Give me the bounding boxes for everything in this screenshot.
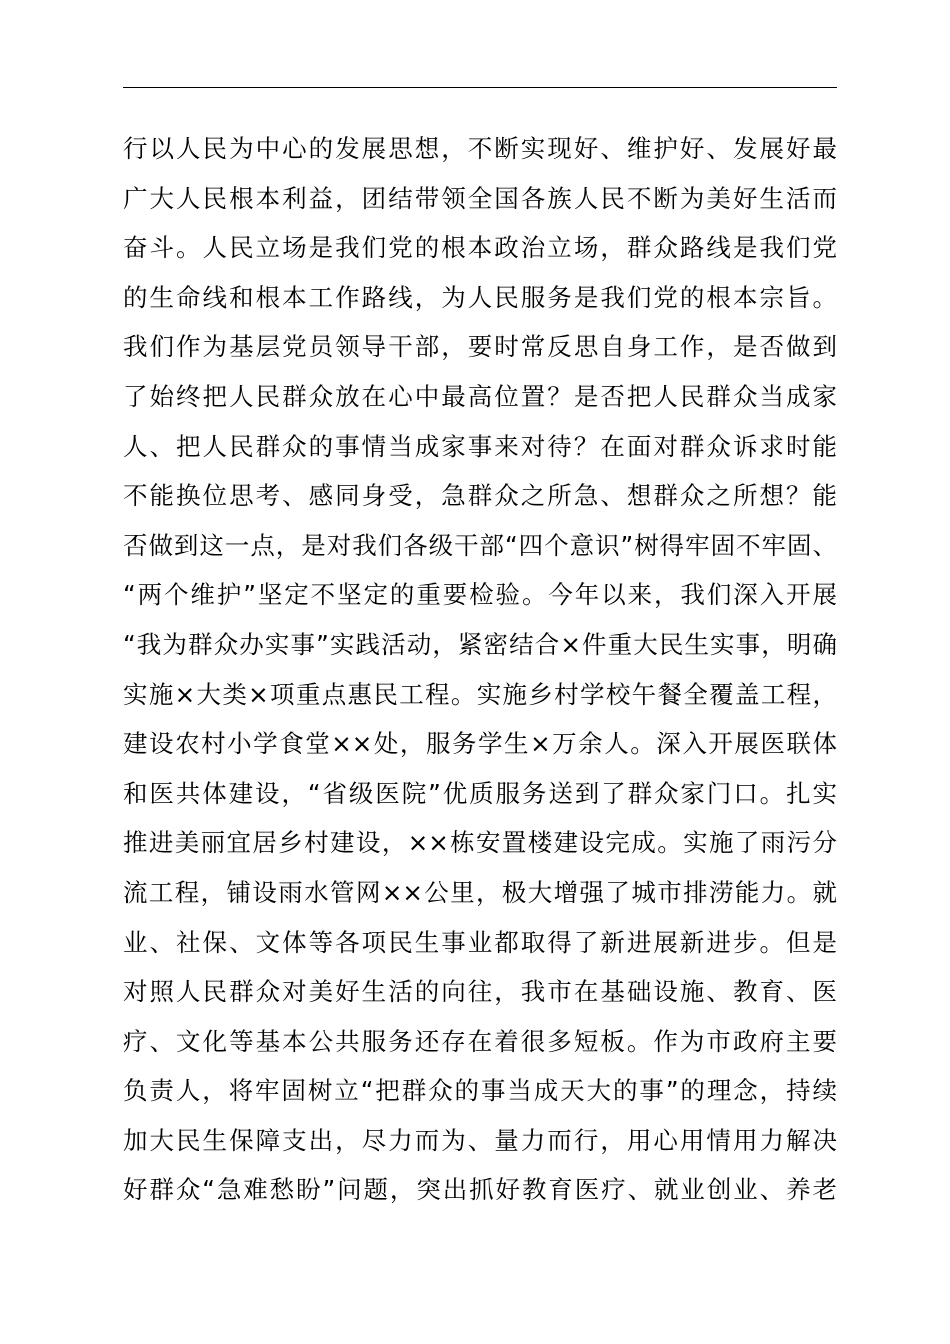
- text-line: 流工程，铺设雨水管网××公里，极大增强了城市排涝能力。就: [123, 877, 837, 907]
- text-line: 负责人，将牢固树立“把群众的事当成天大的事”的理念，持续: [123, 1076, 837, 1106]
- text-line: 不能换位思考、感同身受，急群众之所急、想群众之所想？能: [123, 481, 837, 511]
- text-line: “两个维护”坚定不坚定的重要检验。今年以来，我们深入开展: [123, 580, 837, 610]
- body-text: [123, 124, 837, 1215]
- text-line: “我为群众办实事”实践活动，紧密结合×件重大民生实事，明确: [123, 629, 837, 659]
- text-line: 了始终把人民群众放在心中最高位置？是否把人民群众当成家: [123, 381, 837, 411]
- text-line: 推进美丽宜居乡村建设，××栋安置楼建设完成。实施了雨污分: [123, 828, 837, 858]
- text-line: 人、把人民群众的事情当成家事来对待？在面对群众诉求时能: [123, 431, 837, 461]
- text-line: 我们作为基层党员领导干部，要时常反思自身工作，是否做到: [123, 332, 837, 362]
- text-line: 加大民生保障支出，尽力而为、量力而行，用心用情用力解决: [123, 1125, 837, 1155]
- text-line: 业、社保、文体等各项民生事业都取得了新进展新进步。但是: [123, 927, 837, 957]
- text-line: 和医共体建设，“省级医院”优质服务送到了群众家门口。扎实: [123, 778, 837, 808]
- text-line: 实施×大类×项重点惠民工程。实施乡村学校午餐全覆盖工程，: [123, 679, 837, 709]
- text-line: 行以人民为中心的发展思想，不断实现好、维护好、发展好最: [123, 134, 837, 163]
- text-line: 的生命线和根本工作路线，为人民服务是我们党的根本宗旨。: [123, 282, 837, 312]
- text-line: 对照人民群众对美好生活的向往，我市在基础设施、教育、医: [123, 977, 837, 1007]
- text-line: 广大人民根本利益，团结带领全国各族人民不断为美好生活而: [123, 183, 837, 213]
- text-line: 否做到这一点，是对我们各级干部“四个意识”树得牢固不牢固、: [123, 530, 837, 560]
- text-line: 奋斗。人民立场是我们党的根本政治立场，群众路线是我们党: [123, 233, 837, 263]
- text-line: 疗、文化等基本公共服务还存在着很多短板。作为市政府主要: [123, 1026, 837, 1056]
- text-line: 建设农村小学食堂××处，服务学生×万余人。深入开展医联体: [123, 729, 837, 759]
- header-rule: [123, 87, 837, 88]
- text-line: 好群众“急难愁盼”问题，突出抓好教育医疗、就业创业、养老: [123, 1175, 837, 1205]
